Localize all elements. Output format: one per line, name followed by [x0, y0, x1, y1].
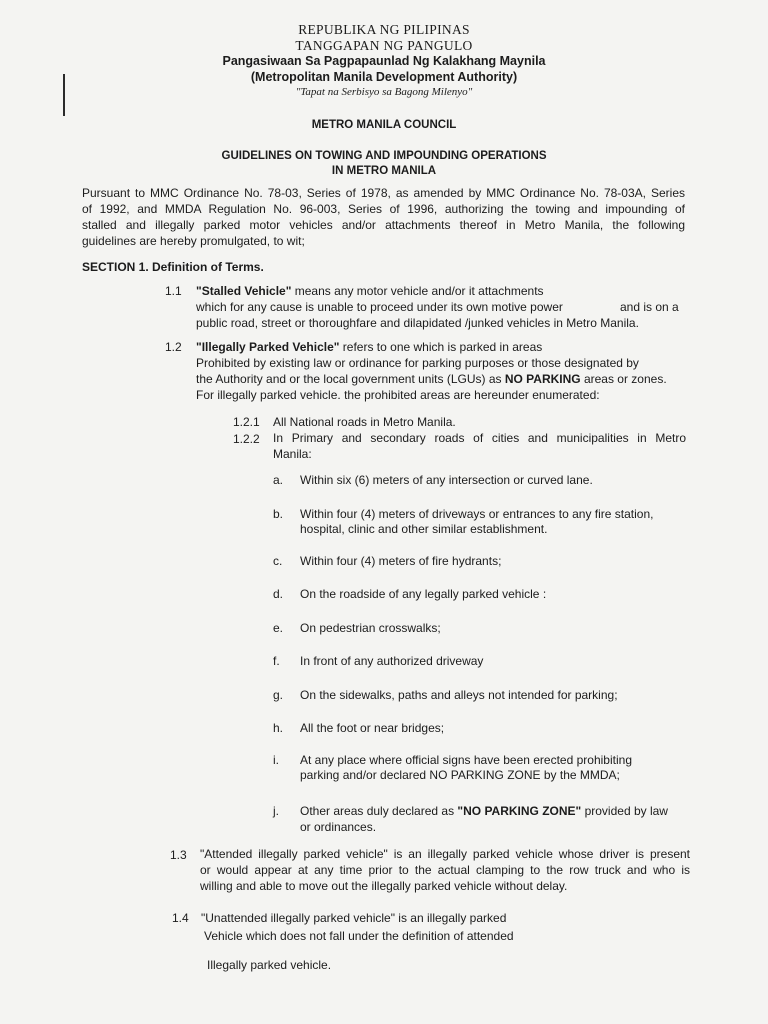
item-a-text: Within six (6) meters of any intersection or curved lane.: [300, 473, 593, 487]
s1-2-line-1-rest: refers to one which is parked in areas: [339, 340, 543, 354]
item-i-letter: i.: [273, 753, 279, 767]
section-1-heading: SECTION 1. Definition of Terms.: [82, 260, 264, 274]
s1-4-line-1: "Unattended illegally parked vehicle" is an illegally parked: [201, 911, 507, 925]
item-b-line-1: Within four (4) meters of driveways or entrances to any fire station,: [300, 507, 654, 521]
s1-2-line-3-pre: the Authority and or the local government units (LGUs) as: [196, 372, 505, 386]
s1-2-2-number: 1.2.2: [233, 432, 260, 446]
intro-line-2: of 1992, and MMDA Regulation No. 96-003, Series of 1996, authorizing the towing and impounding of: [82, 202, 685, 216]
item-h-letter: h.: [273, 721, 284, 735]
s1-1-line-3: public road, street or thoroughfare and dilapidated /junked vehicles in Metro Manila.: [196, 316, 639, 330]
item-d-text: On the roadside of any legally parked vehicle :: [300, 587, 547, 601]
item-c-text: Within four (4) meters of fire hydrants;: [300, 554, 502, 568]
s1-1-term: "Stalled Vehicle": [196, 284, 292, 298]
document-title-line1: GUIDELINES ON TOWING AND IMPOUNDING OPERATIONS: [221, 150, 547, 162]
item-g-text: On the sidewalks, paths and alleys not intended for parking;: [300, 688, 618, 702]
s1-1-line-2b: and is on a: [620, 300, 679, 314]
item-f-letter: f.: [273, 654, 280, 668]
item-j-line-2: or ordinances.: [300, 820, 377, 834]
s1-3-number: 1.3: [170, 848, 187, 862]
item-j-no-parking-zone: "NO PARKING ZONE": [457, 804, 582, 818]
s1-2-line-3: [196, 372, 667, 386]
intro-line-4: guidelines are hereby promulgated, to wit;: [82, 234, 305, 248]
s1-4-number: 1.4: [172, 911, 189, 925]
s1-2-number: 1.2: [165, 340, 182, 354]
item-d-letter: d.: [273, 587, 284, 601]
council-title: METRO MANILA COUNCIL: [311, 119, 457, 131]
item-g-letter: g.: [273, 688, 284, 702]
item-b-letter: b.: [273, 507, 284, 521]
s1-1-line-2a: which for any cause is unable to proceed under its own motive power: [196, 300, 563, 314]
s1-4-line-2: Vehicle which does not fall under the definition of attended: [204, 929, 514, 943]
item-j-letter: j.: [273, 804, 279, 818]
s1-1-line-1: [196, 284, 544, 298]
item-j-pre: Other areas duly declared as: [300, 804, 458, 818]
s1-2-2-line-2: Manila:: [273, 447, 312, 461]
item-j-line-1: [300, 804, 668, 818]
s1-2-1-text: All National roads in Metro Manila.: [273, 415, 456, 429]
item-b-line-2: hospital, clinic and other similar establishment.: [300, 522, 548, 536]
header-motto: "Tapat na Serbisyo sa Bagong Milenyo": [295, 86, 473, 98]
s1-3-line-1: "Attended illegally parked vehicle" is an illegally parked vehicle whose driver is present: [200, 847, 690, 861]
header-agency-tagalog: Pangasiwaan Sa Pagpapaunlad Ng Kalakhang Maynila: [222, 54, 546, 68]
s1-4-line-3: Illegally parked vehicle.: [207, 958, 332, 972]
header-republic: REPUBLIKA NG PILIPINAS: [298, 22, 470, 37]
item-e-text: On pedestrian crosswalks;: [300, 621, 441, 635]
s1-2-line-2: Prohibited by existing law or ordinance for parking purposes or those designated by: [196, 356, 639, 370]
s1-2-no-parking: NO PARKING: [504, 372, 581, 386]
s1-2-term: "Illegally Parked Vehicle": [196, 340, 340, 354]
item-a-letter: a.: [273, 473, 284, 487]
s1-2-line-3-post: areas or zones.: [580, 372, 667, 386]
s1-2-2-line-1: In Primary and secondary roads of cities and municipalities in Metro: [273, 431, 686, 445]
item-e-letter: e.: [273, 621, 284, 635]
s1-2-1-number: 1.2.1: [233, 415, 260, 429]
s1-1-number: 1.1: [165, 284, 182, 298]
s1-2-line-1: [196, 340, 542, 354]
header-agency-english: (Metropolitan Manila Development Authority): [250, 70, 518, 84]
header-office: TANGGAPAN NG PANGULO: [295, 38, 473, 53]
item-i-line-1: At any place where official signs have been erected prohibiting: [300, 753, 632, 767]
intro-line-1: Pursuant to MMC Ordinance No. 78-03, Series of 1978, as amended by MMC Ordinance No. 78-03A, Series: [82, 186, 685, 200]
item-j-post: provided by law: [581, 804, 668, 818]
document-title-line2: IN METRO MANILA: [331, 165, 437, 177]
s1-3-line-2: or would appear at any time prior to the actual clamping to the row truck and who is: [200, 863, 690, 877]
item-f-text: In front of any authorized driveway: [300, 654, 484, 668]
s1-3-line-3: willing and able to move out the illegally parked vehicle without delay.: [200, 879, 568, 893]
s1-1-line-1-rest: means any motor vehicle and/or it attachments: [291, 284, 544, 298]
item-c-letter: c.: [273, 554, 283, 568]
intro-line-3: stalled and illegally parked motor vehicles and/or attachments thereof in Metro Manila, the following: [82, 218, 685, 232]
s1-2-line-4: For illegally parked vehicle. the prohibited areas are hereunder enumerated:: [196, 388, 600, 402]
item-i-line-2: parking and/or declared NO PARKING ZONE by the MMDA;: [300, 768, 620, 782]
item-h-text: All the foot or near bridges;: [300, 721, 445, 735]
